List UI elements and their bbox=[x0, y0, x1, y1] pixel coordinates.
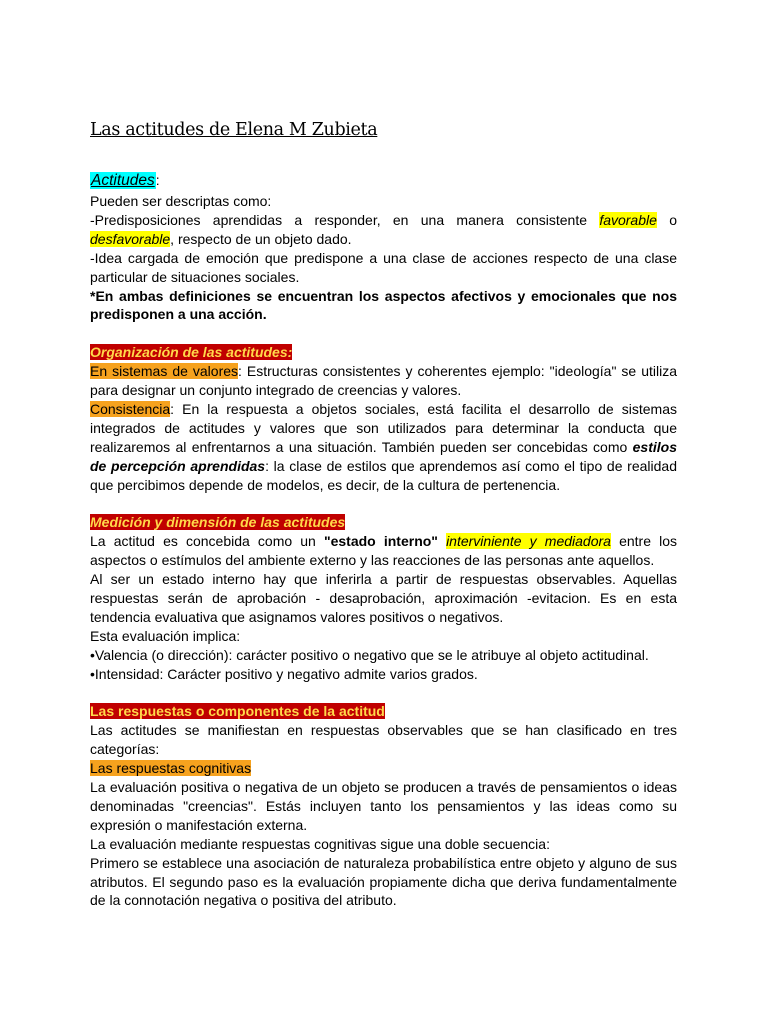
highlight-desfavorable: desfavorable bbox=[90, 230, 171, 247]
section-heading-medicion: Medición y dimensión de las actitudes bbox=[90, 514, 346, 531]
paragraph-nota: *En ambas definiciones se encuentran los aspectos afectivos y emocionales que nos predisponen a una acción. bbox=[90, 287, 677, 323]
paragraph-estado-observable: Al ser un estado interno hay que inferirla a partir de respuestas observables. Aquellas respuestas serán de aprobación - desaprobación, aproximación -evitacion. Es en esta tendencia evaluativa que asignamos valores positivos o negativos. bbox=[90, 571, 677, 625]
paragraph-manifiestan: Las actitudes se manifiestan en respuestas observables que se han clasificado en tres categorías: bbox=[90, 722, 677, 758]
text-span: o bbox=[656, 211, 677, 228]
text-span: -Predisposiciones aprendidas a responder, en una manera consistente bbox=[90, 211, 600, 228]
paragraph-sistemas bbox=[90, 362, 677, 400]
section-heading-line bbox=[90, 169, 677, 192]
highlight-sistemas-valores: En sistemas de valores bbox=[90, 363, 239, 380]
paragraph-estado-interno bbox=[90, 532, 677, 570]
section-heading-line bbox=[90, 513, 677, 532]
bold-estado-interno: "estado interno" bbox=[323, 533, 438, 550]
section-actitudes bbox=[90, 169, 677, 324]
highlight-consistencia: Consistencia bbox=[90, 400, 171, 417]
paragraph-consistencia bbox=[90, 400, 677, 495]
text-span: : En la respuesta a objetos sociales, está facilita el desarrollo de sistemas integrados de actitudes y valores que son utilizados para determinar la conducta que realizaremos al enfrentarnos a una situación. También pueden ser concebidas como bbox=[90, 400, 677, 455]
highlight-interviniente: interviniente y mediadora bbox=[446, 533, 611, 550]
paragraph-idea: -Idea cargada de emoción que predispone a una clase de acciones respecto de una clase particular de situaciones sociales. bbox=[90, 249, 677, 285]
section-medicion bbox=[90, 513, 677, 683]
paragraph-predisposiciones bbox=[90, 211, 677, 249]
text-span: La actitud es concebida como un bbox=[90, 533, 324, 550]
spacer bbox=[90, 684, 677, 703]
section-heading-respuestas: Las respuestas o componentes de la actitud bbox=[90, 703, 385, 720]
paragraph-evaluacion: Esta evaluación implica: bbox=[90, 627, 241, 644]
highlight-favorable: favorable bbox=[599, 211, 657, 228]
text-span bbox=[438, 533, 446, 549]
spacer bbox=[90, 324, 677, 343]
list-item-intensidad: •Intensidad: Carácter positivo y negativo admite varios grados. bbox=[90, 665, 478, 682]
heading-colon: : bbox=[155, 172, 160, 188]
text-span: : Estructuras consistentes y coherentes ejemplo: "ideología" se utiliza para designar un conjunto integrado de creencias y valores. bbox=[90, 363, 677, 399]
paragraph-intro: Pueden ser descriptas como: bbox=[90, 193, 272, 209]
text-span: , respecto de un objeto dado. bbox=[170, 230, 352, 247]
document-body bbox=[90, 112, 677, 910]
subheading-line bbox=[90, 759, 677, 778]
list-item-valencia: •Valencia (o dirección): carácter positivo o negativo que se le atribuye al objeto actitudinal. bbox=[90, 646, 649, 663]
bold-estilos: estilos de percepción aprendidas bbox=[90, 438, 677, 474]
section-heading-organizacion: Organización de las actitudes: bbox=[90, 344, 293, 361]
section-heading-line bbox=[90, 702, 677, 721]
paragraph-doble-secuencia: La evaluación mediante respuestas cognitivas sigue una doble secuencia: bbox=[90, 835, 550, 852]
section-organizacion bbox=[90, 343, 677, 494]
document-title: Las actitudes de Elena M Zubieta bbox=[90, 120, 378, 140]
section-heading-line bbox=[90, 343, 677, 362]
spacer bbox=[90, 494, 677, 513]
paragraph-evaluacion-positiva: La evaluación positiva o negativa de un objeto se producen a través de pensamientos o ideas denominadas "creencias". Estás incluyen tanto los pensamientos y las ideas como su expresión o manifestación externa. bbox=[90, 779, 677, 833]
section-heading-actitudes: Actitudes bbox=[91, 172, 155, 189]
section-respuestas bbox=[90, 702, 677, 910]
text-span: : la clase de estilos que aprendemos así como el tipo de realidad que percibimos depende de modelos, es decir, de la cultura de pertenencia. bbox=[90, 457, 677, 493]
paragraph-primero: Primero se establece una asociación de naturaleza probabilística entre objeto y alguno de sus atributos. El segundo paso es la evaluación propiamente dicha que deriva fundamentalmente de la connotación negativa o positiva del atributo. bbox=[90, 854, 677, 909]
text-span: entre los aspectos o estímulos del ambiente externo y las reacciones de las personas ante aquellos. bbox=[90, 533, 678, 569]
subheading-cognitivas: Las respuestas cognitivas bbox=[90, 760, 252, 777]
